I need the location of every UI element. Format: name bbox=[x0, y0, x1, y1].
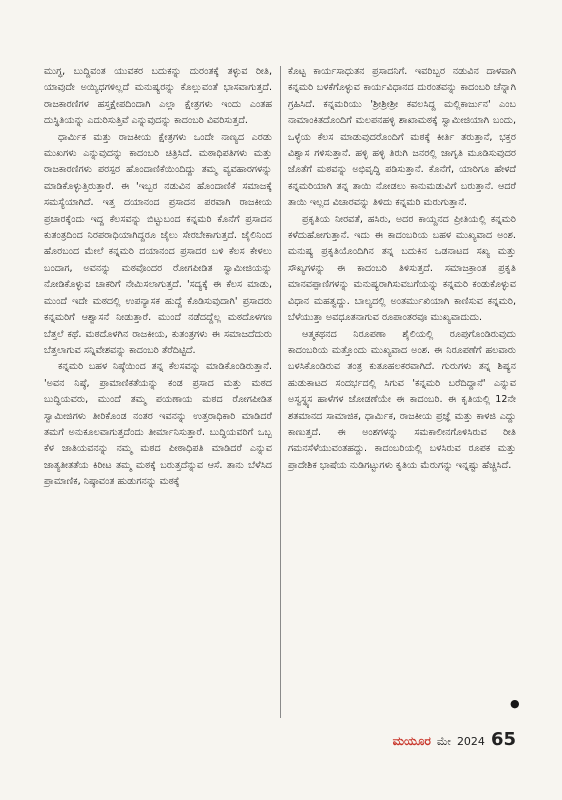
issue-month: ಮೇ bbox=[436, 735, 451, 748]
magazine-brand: ಮಯೂರ bbox=[392, 734, 431, 748]
article-column-left bbox=[44, 64, 272, 491]
page-number: 65 bbox=[490, 729, 516, 750]
paragraph: ಕನ್ನಮರಿ ಬಹಳ ನಿಷ್ಠೆಯಿಂದ ತನ್ನ ಕೆಲಸವನ್ನು ಮಾಡಿಕೊಂಡಿರುತ್ತಾನೆ. 'ಅವನ ನಿಷ್ಠೆ, ಪ್ರಾಮಾಣಿಕತೆಯನ್ನು ಕಂಡ ಪ್ರಸಾದ ಮತ್ತು ಮಠದ ಬುದ್ಧಿಯವರು, ಮುಂದೆ ತಮ್ಮ ಪಯಣಾಯ ಮಠದ ರೋಗಪೀಡಿತ ಸ್ವಾಮೀಜಿಗಳು ತೀರಿಕೊಂಡ ನಂತರ ಇವನನ್ನು ಉತ್ತರಾಧಿಕಾರಿ ಮಾಡಿದರೆ ತಮಗೆ ಅನುಕೂಲವಾಗುತ್ತದೆಂದು ತೀರ್ಮಾನಿಸುತ್ತಾರೆ. ಬುದ್ಧಿಯವರಿಗೆ ಒಬ್ಬ ಕೆಳ ಜಾತಿಯವನನ್ನು ನಮ್ಮ ಮಠದ ಪೀಠಾಧಿಪತಿ ಮಾಡಿದರೆ ಎನ್ನುವ ಜಾತ್ಯತೀತತೆಯ ಕಿರೀಟ ತಮ್ಮ ಮಠಕ್ಕೆ ಬರುತ್ತದೆನ್ನುವ ಆಸೆ. ತಾನು ಬೆಳೆಸಿದ ಪ್ರಾಮಾಣಿಕ, ನಿಷ್ಠಾವಂತ ಹುಡುಗನನ್ನು ಮಠಕ್ಕೆ bbox=[44, 361, 272, 488]
page-footer bbox=[393, 729, 516, 750]
article-column-right bbox=[288, 64, 516, 474]
article-end-mark: ● bbox=[510, 697, 520, 710]
paragraph: ಧಾರ್ಮಿಕ ಮತ್ತು ರಾಜಕೀಯ ಕ್ಷೇತ್ರಗಳು ಒಂದೇ ನಾಣ್ಯದ ಎರಡು ಮುಖಗಳು ಎನ್ನುವುದನ್ನು ಕಾದಂಬರಿ ಚಿತ್ರಿಸಿದೆ. ಮಠಾಧಿಪತಿಗಳು ಮತ್ತು ರಾಜಕಾರಣಿಗಳು ಪರಸ್ಪರ ಹೊಂದಾಣಿಕೆಯಿಂದಿದ್ದು ತಮ್ಮ ವ್ಯವಹಾರಗಳನ್ನು ಮಾಡಿಕೊಳ್ಳುತ್ತಿರುತ್ತಾರೆ. ಈ 'ಇಬ್ಬರ ನಡುವಿನ ಹೊಂದಾಣಿಕೆ ಸಮಾಜಕ್ಕೆ ಸಮಸ್ಯೆಯಾಗಿದೆ. ಇತ್ತ ದಯಾನಂದ ಪ್ರಸಾದನ ಪರವಾಗಿ ರಾಜಕೀಯ ಪ್ರಚಾರಕ್ಕೆಂದು ಇದ್ದ ಕೆಲಸವನ್ನು ಬಿಟ್ಟುಬಂದ ಕನ್ನಮರಿ ಕೊನೆಗೆ ಪ್ರಸಾದನ ಕುತಂತ್ರದಿಂದ ನಿರಪರಾಧಿಯಾಗಿದ್ದರೂ ಜೈಲು ಸೇರಬೇಕಾಗುತ್ತದೆ. ಜೈಲಿನಿಂದ ಹೊರಬಂದ ಮೇಲೆ ಕನ್ನಮರಿ ದಯಾನಂದ ಪ್ರಸಾದರ ಬಳಿ ಕೆಲಸ ಕೇಳಲು ಬಂದಾಗ, ಅವನನ್ನು ಮಠವೊಂದರ ರೋಗಪೀಡಿತ ಸ್ವಾಮೀಜಿಯನ್ನು ನೋಡಿಕೊಳ್ಳುವ ಚಾಕರಿಗೆ ನೇಮಿಸಲಾಗುತ್ತದೆ. 'ಸದ್ಯಕ್ಕೆ ಈ ಕೆಲಸ ಮಾಡು, ಮುಂದೆ ಇದೇ ಮಠದಲ್ಲಿ ಉಪನ್ಯಾಸಕ ಹುದ್ದೆ ಕೊಡಿಸುವುದಾಗಿ' ಪ್ರಸಾದರು ಕನ್ನಮರಿಗೆ ಆಶ್ವಾಸನೆ ನೀಡುತ್ತಾರೆ. ಮುಂದೆ ನಡೆದದ್ದೆಲ್ಲ ಮಠದೊಳಗಣ ಬೆತ್ತಲೆ ಕಥೆ. ಮಠದೊಳಗಿನ ರಾಜಕೀಯ, ಕುತಂತ್ರಗಳು ಈ ಸಮಾಜದೆದುರು ಬೆತ್ತಲಾಗುವ ಸನ್ನಿವೇಶವನ್ನು ಕಾದಂಬರಿ ತೆರೆದಿಟ್ಟಿದೆ. bbox=[44, 131, 272, 356]
issue-year: 2024 bbox=[456, 735, 485, 748]
paragraph: ಕೊಟ್ಟ ಕಾರ್ಯಸಾಧುತನ ಪ್ರಸಾದನಿಗೆ. ಇವರಿಬ್ಬರ ನಡುವಿನ ದಾಳವಾಗಿ ಕನ್ನಮರಿ ಬಳಕೆಗೊಳ್ಳುವ ಕಾರ್ಯವಿಧಾನದ ದುರಂತವನ್ನು ಕಾದಂಬರಿ ಚೆನ್ನಾಗಿ ಗ್ರಹಿಸಿದೆ. ಕನ್ನಮರಿಯು 'ಶ್ರೀಶ್ರೀಶ್ರೀ ಕವಲಸಿದ್ದ ಮಲ್ಲಿಕಾರ್ಜುನ' ಎಂಬ ನಾಮಾಂಕಿತದೊಂದಿಗೆ ಮಲಪನಹಳ್ಳಿ ಶಾಖಾಮಠಕ್ಕೆ ಸ್ವಾಮೀಜಿಯಾಗಿ ಬಂದು, ಒಳ್ಳೆಯ ಕೆಲಸ ಮಾಡುವುದರೊಂದಿಗೆ ಮಠಕ್ಕೆ ಕೀರ್ತಿ ತರುತ್ತಾನೆ, ಭಕ್ತರ ವಿಶ್ವಾಸ ಗಳಿಸುತ್ತಾನೆ. ಹಳ್ಳಿ ಹಳ್ಳಿ ತಿರುಗಿ ಜನರಲ್ಲಿ ಜಾಗೃತಿ ಮೂಡಿಸುವುದರ ಜೊತೆಗೆ ಮಠವನ್ನು ಅಭಿವೃದ್ಧಿ ಪಡಿಸುತ್ತಾನೆ. ಕೊನೆಗೆ, ಯಾರಿಗೂ ಹೇಳದೆ ಕನ್ನಮರಿಯಾಗಿ ತನ್ನ ತಾಯಿ ನೋಡಲು ಕಾನುಮಡುವಿಗೆ ಬರುತ್ತಾನೆ. ಆದರೆ ತಾಯಿ ಇಲ್ಲದ ವಿಚಾರವನ್ನು ತಿಳಿದು ಕನ್ನಮರಿ ಮರುಗುತ್ತಾನೆ. bbox=[288, 66, 516, 209]
paragraph: ಪ್ರಕೃತಿಯ ನೀರವತೆ, ಹಸಿರು, ಅದರ ಕಾಯ್ದನದ ಪ್ರೀತಿಯಲ್ಲಿ ಕನ್ನಮರಿ ಕಳೆದುಹೋಗುತ್ತಾನೆ. ಇದು ಈ ಕಾದಂಬರಿಯ ಬಹಳ ಮುಖ್ಯವಾದ ಅಂಶ. ಮನುಷ್ಯ ಪ್ರಕೃತಿಯೊಂದಿಗಿನ ತನ್ನ ಬದುಕಿನ ಒಡನಾಟದ ಸಖ್ಯ ಮತ್ತು ಸೌಖ್ಯಗಳನ್ನು ಈ ಕಾದಂಬರಿ ತಿಳಿಸುತ್ತದೆ. ಸಮಾಜಕ್ರಾಂತ ಪ್ರಕೃತಿ ಮಾನವಪ್ಪಾಣಿಗಳನ್ನು ಮನುಷ್ಯರಾಗಿಸುವಬಗೆಯನ್ನು ಕನ್ನಮರಿ ಕಂಡುಕೊಳ್ಳುವ ವಿಧಾನ ಮಹತ್ವದ್ದು. ಬಾಲ್ಯದಲ್ಲಿ ಅಂತರ್ಮುಖಿಯಾಗಿ ಕಾಣಿಸುವ ಕನ್ನಮರಿ, ಬೆಳೆಯುತ್ತಾ ಅವಧೂತನಾಗುವ ರೂಪಾಂತರವೂ ಮುಖ್ಯವಾದುದು. bbox=[288, 213, 516, 324]
paragraph: ಮುಗ್ಧ, ಬುದ್ದಿವಂತ ಯುವಕರ ಬದುಕನ್ನು ದುರಂತಕ್ಕೆ ತಳ್ಳುವ ರೀತಿ, ಯಾವುದೇ ಅಯ್ಯಿಧಗಳಿಲ್ಲದೆ ಮನುಷ್ಯರನ್ನು ಕೊಲ್ಲುವಂತೆ ಭಾಸವಾಗುತ್ತದೆ. ರಾಜಕಾರಣಿಗಳ ಹಸ್ತಕ್ಷೇಪದಿಂದಾಗಿ ಎಲ್ಲಾ ಕ್ಷೇತ್ರಗಳು ಇಂದು ಎಂತಹ ದುಸ್ಥಿತಿಯನ್ನು ಎದುರಿಸುತ್ತಿವೆ ಎನ್ನುವುದನ್ನು ಕಾದಂಬರಿ ವಿವರಿಸುತ್ತದೆ. bbox=[44, 66, 272, 127]
column-divider bbox=[280, 66, 281, 718]
paragraph: ಆತ್ಮಕಥನದ ನಿರೂಪಣಾ ಶೈಲಿಯಲ್ಲಿ ರೂಪುಗೊಂಡಿರುವುದು ಕಾದಂಬರಿಯ ಮತ್ತೊಂದು ಮುಖ್ಯವಾದ ಅಂಶ. ಈ ನಿರೂಪಣೆಗೆ ಹಲವಾರು ಬಳಸಿಕೊಂಡಿರುವ ತಂತ್ರ ಕುತೂಹಲಕರವಾಗಿದೆ. ಗುರುಗಳು ತನ್ನ ಶಿಷ್ಯನ ಹುಡುಕಾಟದ ಸಂದರ್ಭದಲ್ಲಿ ಸಿಗುವ 'ಕನ್ನಮರಿ ಬರೆದಿದ್ದಾನೆ' ಎನ್ನುವ ಅಸ್ವಸ್ಥ್ಯಸ ಹಾಳೆಗಳ ಜೋಡಣೆಯೇ ಈ ಕಾದಂಬರಿ. ಈ ಕೃತಿಯಲ್ಲಿ 12ನೇ ಶತಮಾನದ ಸಾಮಾಜಿಕ, ಧಾರ್ಮಿಕ, ರಾಜಕೀಯ ಪ್ರಜ್ಞೆ ಮತ್ತು ಕಾಳಜಿ ಎದ್ದು ಕಾಣುತ್ತದೆ. ಈ ಅಂಶಗಳನ್ನು ಸಮಕಾಲೀನಗೊಳಿಸಿರುವ ರೀತಿ ಗಮನಸೆಳೆಯುವಂತಹದ್ದು. ಕಾದಂಬರಿಯಲ್ಲಿ ಬಳಸಿರುವ ರೂಪಕ ಮತ್ತು ಪ್ರಾದೇಶಿಕ ಭಾಷೆಯ ನುಡಿಗಟ್ಟುಗಳು ಕೃತಿಯ ಮೆರುಗನ್ನು ಇನ್ನಷ್ಟು ಹೆಚ್ಚಿಸಿದೆ. bbox=[288, 328, 516, 471]
